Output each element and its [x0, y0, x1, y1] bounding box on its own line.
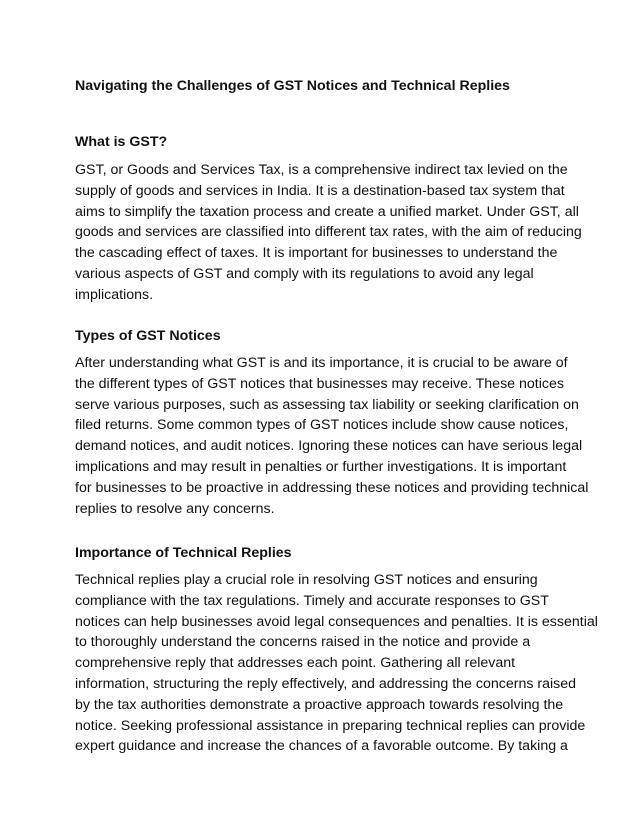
paragraph-line: information, structuring the reply effectively, and addressing the concerns raised — [75, 675, 577, 692]
paragraph-line: various aspects of GST and comply with its regulations to avoid any legal — [75, 265, 534, 282]
section-heading-importance-of-technical-replies: Importance of Technical Replies — [75, 545, 292, 561]
paragraph-line: compliance with the tax regulations. Timely and accurate responses to GST — [75, 592, 549, 609]
section-paragraph-types-of-gst-notices — [75, 353, 588, 519]
paragraph-line: aims to simplify the taxation process and create a unified market. Under GST, all — [75, 203, 579, 220]
paragraph-line: demand notices, and audit notices. Ignoring these notices can have serious legal — [75, 438, 583, 455]
section-paragraph-what-is-gst — [75, 160, 582, 306]
paragraph-line: replies to resolve any concerns. — [75, 500, 275, 517]
paragraph-line: to thoroughly understand the concerns raised in the notice and provide a — [75, 634, 531, 651]
paragraph-line: goods and services are classified into different tax rates, with the aim of reducing — [75, 224, 582, 241]
paragraph-line: After understanding what GST is and its importance, it is crucial to be aware of — [75, 355, 568, 371]
paragraph-line: comprehensive reply that addresses each point. Gathering all relevant — [75, 655, 516, 672]
paragraph-line: notice. Seeking professional assistance in preparing technical replies can provide — [75, 717, 586, 734]
paragraph-line: GST, or Goods and Services Tax, is a comprehensive indirect tax levied on the — [75, 162, 568, 178]
paragraph-line: supply of goods and services in India. It is a destination-based tax system that — [75, 182, 565, 199]
paragraph-line: implications and may result in penalties or further investigations. It is important — [75, 458, 567, 475]
paragraph-line: for businesses to be proactive in addressing these notices and providing technical — [75, 479, 589, 496]
paragraph-line: notices can help businesses avoid legal consequences and penalties. It is essential — [75, 613, 598, 630]
paragraph-line: filed returns. Some common types of GST notices include show cause notices, — [75, 417, 569, 434]
paragraph-line: implications. — [75, 286, 154, 303]
section-heading-types-of-gst-notices: Types of GST Notices — [75, 328, 221, 344]
section-paragraph-importance-of-technical-replies — [75, 570, 598, 757]
document-body — [75, 76, 598, 755]
section-heading-what-is-gst: What is GST? — [75, 134, 168, 150]
paragraph-line: expert guidance and increase the chances of a favorable outcome. By taking a — [75, 738, 568, 755]
paragraph-line: Technical replies play a crucial role in resolving GST notices and ensuring — [75, 572, 538, 588]
paragraph-line: the different types of GST notices that businesses may receive. These notices — [75, 375, 564, 392]
document-title: Navigating the Challenges of GST Notices and Technical Replies — [75, 78, 510, 94]
paragraph-line: the cascading effect of taxes. It is important for businesses to understand the — [75, 245, 558, 262]
paragraph-line: by the tax authorities demonstrate a proactive approach towards resolving the — [75, 696, 564, 713]
paragraph-line: serve various purposes, such as assessing tax liability or seeking clarification on — [75, 396, 579, 413]
